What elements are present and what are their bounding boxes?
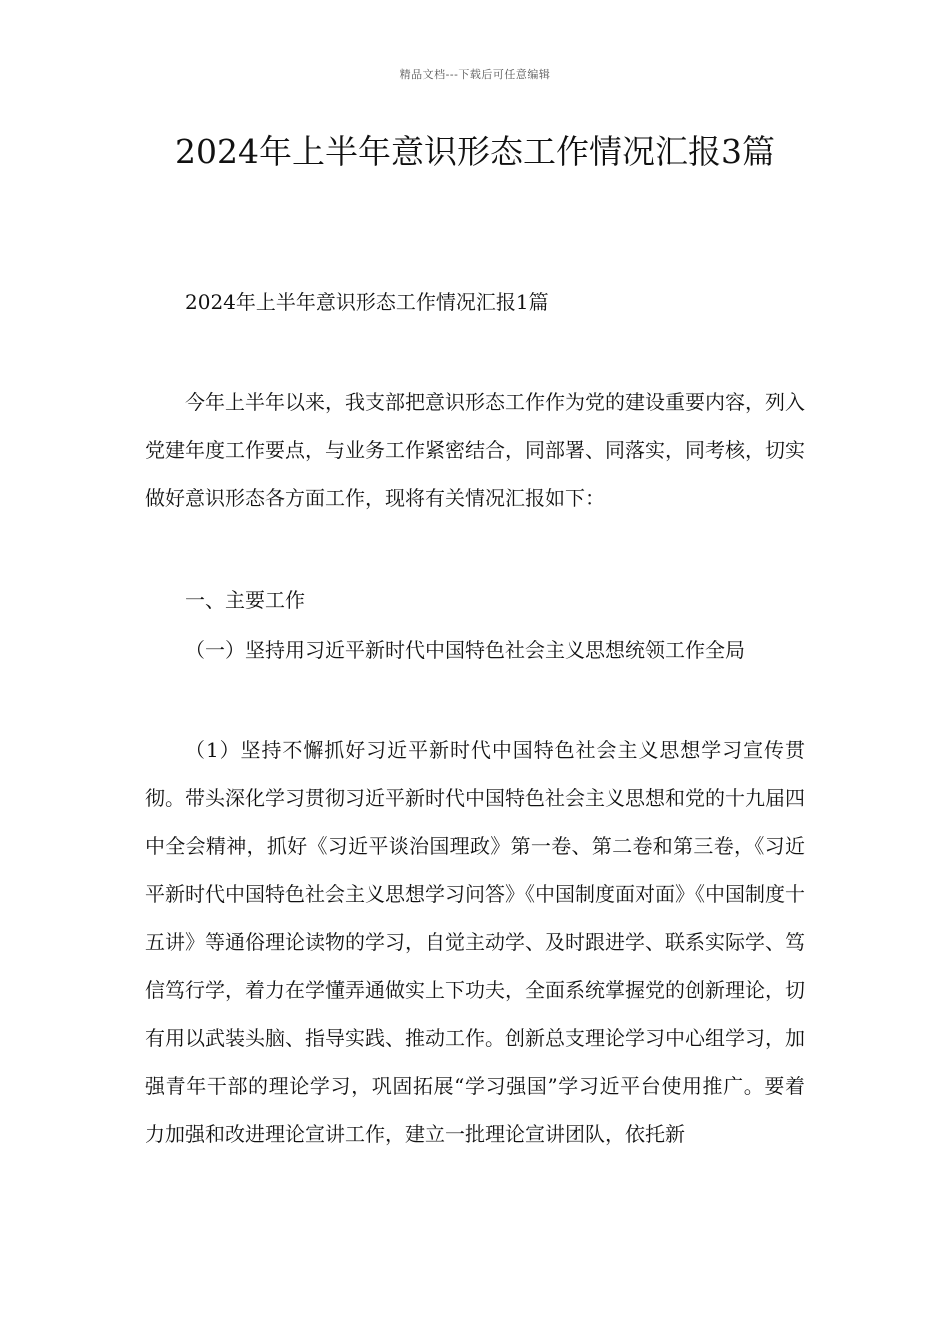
section-heading: 一、主要工作 — [185, 588, 305, 612]
header-note: 精品文档---下载后可任意编辑 — [399, 68, 551, 81]
section-subtitle: 2024年上半年意识形态工作情况汇报1篇 — [185, 290, 549, 314]
body-paragraph: （1）坚持不懈抓好习近平新时代中国特色社会主义思想学习宣传贯彻。带头深化学习贯彻习近平新时代中国特色社会主义思想和党的十九届四中全会精神，抓好《习近平谈治国理政》第一卷、第二卷和第三卷，《习近平新时代中国特色社会主义思想学习问答》《中国制度面对面》《中国制度十五讲》等通俗理论读物的学习，自觉主动学、及时跟进学、联系实际学、笃信笃行学，着力在学懂弄通做实上下功夫，全面系统掌握党的创新理论，切有用以武装头脑、指导实践、推动工作。创新总支理论学习中心组学习，加强青年干部的理论学习，巩固拓展“学习强国”学习近平台使用推广。要着力加强和改进理论宣讲工作，建立一批理论宣讲团队，依托新 — [145, 738, 805, 1146]
intro-paragraph: 今年上半年以来，我支部把意识形态工作作为党的建设重要内容，列入党建年度工作要点，与业务工作紧密结合，同部署、同落实，同考核，切实做好意识形态各方面工作，现将有关情况汇报如下： — [145, 390, 805, 510]
subsection-heading: （一）坚持用习近平新时代中国特色社会主义思想统领工作全局 — [185, 638, 745, 662]
document-title: 2024年上半年意识形态工作情况汇报3篇 — [175, 132, 775, 171]
